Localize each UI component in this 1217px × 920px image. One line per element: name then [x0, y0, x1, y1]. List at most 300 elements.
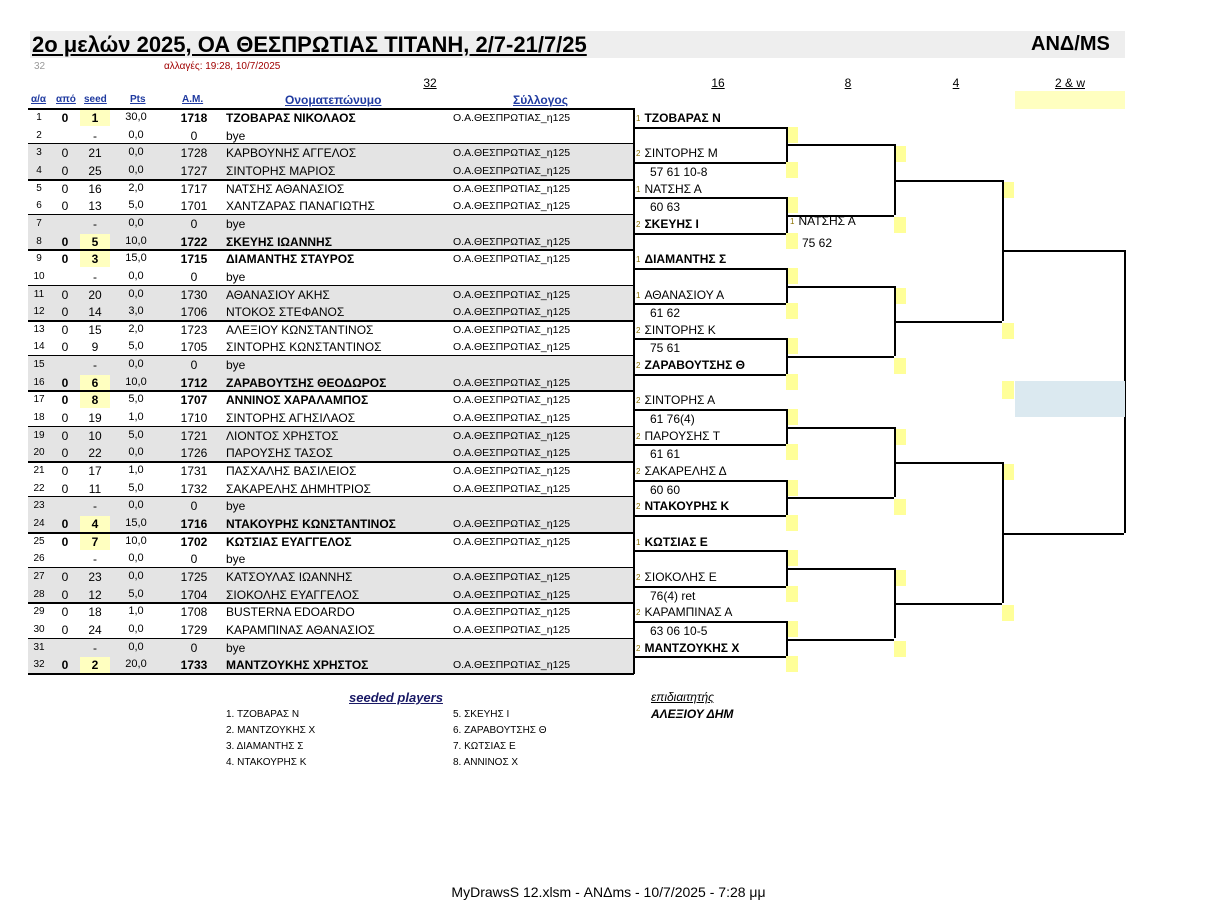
entry-pts: 10,0: [125, 375, 147, 388]
entry-am: 1726: [180, 446, 208, 461]
referee-label: επιδιαιτητής: [651, 690, 714, 704]
r16-line: [634, 409, 786, 411]
r8-line: [786, 286, 894, 288]
entry-club: Ο.Α.ΘΕΣΠΡΩΤΙΑΣ_η125: [453, 323, 571, 336]
entry-name: ΝΤΑΚΟΥΡΗΣ ΚΩΝΣΤΑΝΤΙΝΟΣ: [226, 516, 396, 531]
winner-side-mark: 2: [636, 467, 641, 476]
entry-name: ΖΑΡΑΒΟΥΤΣΗΣ ΘΕΟΔΩΡΟΣ: [226, 375, 387, 390]
entry-pts: 5,0: [128, 199, 144, 212]
entry-pts: 0,0: [128, 269, 144, 282]
table-row: [0, 621, 640, 639]
table-row: [0, 215, 640, 233]
r16-winner: [636, 252, 726, 266]
entry-name: ΛΙΟΝΤΟΣ ΧΡΗΣΤΟΣ: [226, 428, 339, 443]
entry-am: 1717: [180, 181, 208, 196]
table-row: [0, 533, 640, 551]
r16-winner-name: ΣΑΚΑΡΕΛΗΣ Δ: [644, 464, 727, 478]
entry-am: 1732: [180, 481, 208, 496]
entry-pts: 2,0: [128, 322, 144, 335]
entry-name: bye: [226, 640, 246, 655]
champion-highlight-left: [1002, 381, 1014, 399]
entry-pts: 0,0: [128, 163, 144, 176]
entry-seed: 7: [91, 534, 99, 549]
table-row: [0, 568, 640, 586]
r8-highlight: [894, 217, 906, 233]
r16-line: [634, 621, 786, 623]
table-row: [0, 515, 640, 533]
footer: MyDrawsS 12.xlsm - ΑΝΔms - 10/7/2025 - 7:28 μμ: [451, 884, 766, 900]
winner-side-mark: 1: [636, 290, 641, 300]
entry-seed: 13: [88, 199, 102, 214]
r16-score: 60 60: [650, 482, 681, 497]
entry-no: 6: [36, 200, 42, 212]
entry-am: 0: [190, 128, 198, 143]
entry-seed: 3: [91, 252, 99, 267]
entry-am: 1725: [180, 569, 208, 584]
seeded-player: 6. ΖΑΡΑΒΟΥΤΣΗΣ Θ: [453, 725, 547, 736]
r16-winner-name: ΚΩΤΣΙΑΣ Ε: [644, 534, 708, 549]
entry-am: 1715: [180, 252, 208, 267]
entry-seed: 12: [88, 587, 102, 602]
entry-club: Ο.Α.ΘΕΣΠΡΩΤΙΑΣ_η125: [453, 517, 571, 530]
table-row: [0, 286, 640, 304]
entry-no: 29: [33, 606, 45, 618]
entry-seed: -: [93, 269, 97, 284]
entry-from: 0: [61, 252, 69, 267]
entry-pts: 0,0: [128, 146, 144, 159]
seeded-player: 1. ΤΖΟΒΑΡΑΣ Ν: [226, 709, 300, 720]
entry-am: 1706: [180, 305, 208, 320]
r16-line: [634, 374, 786, 376]
entry-pts: 15,0: [125, 516, 147, 529]
entry-no: 13: [33, 323, 45, 335]
r16-winner: [636, 288, 724, 302]
r8-highlight: [894, 499, 906, 515]
seeded-player: 5. ΣΚΕΥΗΣ Ι: [453, 709, 510, 720]
entry-club: Ο.Α.ΘΕΣΠΡΩΤΙΑΣ_η125: [453, 253, 571, 266]
entry-from: 0: [61, 287, 69, 302]
entry-from: 0: [61, 658, 69, 673]
round-header-4: 4: [952, 76, 960, 90]
entry-from: 0: [61, 393, 69, 408]
entry-no: 8: [36, 235, 42, 247]
winner-side-mark: 2: [636, 608, 641, 618]
entry-am: 0: [190, 358, 198, 373]
entry-club: Ο.Α.ΘΕΣΠΡΩΤΙΑΣ_η125: [453, 306, 571, 319]
r16-highlight: [786, 586, 798, 602]
entry-am: 1704: [180, 587, 208, 602]
entry-no: 7: [36, 217, 42, 229]
r16-winner-name: ΣΚΕΥΗΣ Ι: [644, 216, 699, 231]
entry-name: BUSTERNA EDOARDO: [226, 605, 355, 620]
r16-highlight: [786, 444, 798, 460]
r16-winner: [636, 217, 699, 231]
entry-seed: 4: [91, 516, 99, 531]
entry-name: ΠΑΡΟΥΣΗΣ ΤΑΣΟΣ: [226, 446, 333, 461]
col-header-club: Σύλλογος: [513, 93, 568, 107]
entry-no: 26: [33, 553, 45, 565]
entry-club: Ο.Α.ΘΕΣΠΡΩΤΙΑΣ_η125: [453, 288, 571, 301]
entry-am: 1705: [180, 340, 208, 355]
r8-line: [786, 639, 894, 641]
entry-from: 0: [61, 181, 69, 196]
r16-winner-name: ΣΙΝΤΟΡΗΣ Μ: [644, 146, 718, 161]
entry-club: Ο.Α.ΘΕΣΠΡΩΤΙΑΣ_η125: [453, 147, 571, 160]
entry-from: 0: [61, 305, 69, 320]
table-row: [0, 197, 640, 215]
r8-line: [786, 356, 894, 358]
r8-line: [786, 427, 894, 429]
entry-name: ΣΙΝΤΟΡΗΣ ΑΓΗΣΙΛΑΟΣ: [226, 411, 356, 426]
entry-seed: -: [93, 552, 97, 567]
entry-seed: 8: [91, 393, 99, 408]
entry-seed: 2: [91, 658, 99, 673]
referee-name: ΑΛΕΞΙΟΥ ΔΗΜ: [651, 707, 734, 721]
entry-from: 0: [61, 534, 69, 549]
entry-seed: 6: [91, 375, 99, 390]
r16-winner-name: ΣΙΝΤΟΡΗΣ Κ: [644, 322, 716, 337]
round-header-16: 16: [711, 76, 725, 90]
entry-am: 1733: [180, 658, 208, 673]
entry-pts: 0,0: [128, 446, 144, 459]
entry-name: ΝΑΤΣΗΣ ΑΘΑΝΑΣΙΟΣ: [226, 181, 345, 196]
entry-no: 30: [33, 623, 45, 635]
r16-line: [634, 586, 786, 588]
entry-am: 0: [190, 640, 198, 655]
entry-no: 21: [33, 465, 45, 476]
winner-side-mark: 2: [636, 396, 641, 406]
r16-winner-name: ΔΙΑΜΑΝΤΗΣ Σ: [644, 252, 727, 267]
entry-club: Ο.Α.ΘΕΣΠΡΩΤΙΑΣ_η125: [453, 376, 571, 389]
r4-highlight: [1002, 323, 1014, 339]
entry-pts: 0,0: [128, 358, 144, 371]
entry-name: ΚΑΡΒΟΥΝΗΣ ΑΓΓΕΛΟΣ: [226, 146, 357, 161]
entry-name: bye: [226, 216, 246, 231]
entry-pts: 5,0: [128, 340, 144, 353]
entry-am: 1712: [180, 375, 208, 390]
entry-no: 23: [33, 500, 45, 512]
table-row: [0, 127, 640, 145]
entry-no: 14: [33, 341, 45, 353]
entry-no: 24: [33, 517, 45, 529]
entry-from: 0: [61, 481, 69, 496]
winner-side-mark: 2: [636, 431, 641, 441]
winner-side-mark: 1: [636, 114, 641, 123]
r16-winner: [636, 393, 715, 407]
entry-no: 15: [33, 359, 45, 371]
entry-name: ΝΤΟΚΟΣ ΣΤΕΦΑΝΟΣ: [226, 305, 345, 320]
entry-from: 0: [61, 605, 69, 620]
entry-name: ΣΙΟΚΟΛΗΣ ΕΥΑΓΓΕΛΟΣ: [226, 587, 360, 602]
table-row: [0, 374, 640, 392]
entry-seed: 10: [88, 428, 102, 443]
entry-pts: 0,0: [128, 640, 144, 653]
entry-name: bye: [226, 358, 246, 373]
table-row: [0, 480, 640, 498]
entry-no: 22: [33, 482, 45, 494]
col-header-no: α/α: [31, 94, 47, 105]
entry-seed: 14: [88, 305, 102, 320]
entry-am: 0: [190, 269, 198, 284]
entry-name: ΚΩΤΣΙΑΣ ΕΥΑΓΓΕΛΟΣ: [226, 534, 352, 549]
entry-from: 0: [61, 464, 69, 478]
changes-timestamp: αλλαγές: 19:28, 10/7/2025: [164, 61, 281, 72]
entry-seed: 25: [88, 163, 102, 178]
r16-winner: [636, 111, 721, 125]
entry-name: ΑΘΑΝΑΣΙΟΥ ΑΚΗΣ: [226, 287, 330, 302]
table-row: [0, 180, 640, 198]
table-row: [0, 162, 640, 180]
entry-club: Ο.Α.ΘΕΣΠΡΩΤΙΑΣ_η125: [453, 623, 571, 636]
r16-winner: [636, 429, 720, 443]
table-row: [0, 656, 640, 674]
entry-am: 1730: [180, 287, 208, 302]
entry-no: 9: [36, 253, 42, 265]
entry-from: 0: [61, 146, 69, 161]
entry-from: 0: [61, 446, 69, 461]
r16-score: 57 61 10-8: [650, 164, 708, 179]
table-row: [0, 303, 640, 321]
entry-pts: 1,0: [128, 605, 144, 618]
entry-no: 10: [33, 270, 45, 282]
entry-pts: 5,0: [128, 481, 144, 494]
table-row: [0, 268, 640, 286]
winner-side-mark: 1: [636, 184, 641, 194]
entry-pts: 3,0: [128, 305, 144, 318]
r16-winner: [636, 182, 702, 196]
winner-side-mark: 2: [636, 361, 641, 371]
entry-club: Ο.Α.ΘΕΣΠΡΩΤΙΑΣ_η125: [453, 447, 571, 460]
seeded-players-title: seeded players: [349, 690, 443, 705]
r16-line: [634, 127, 786, 129]
entry-club: Ο.Α.ΘΕΣΠΡΩΤΙΑΣ_η125: [453, 588, 571, 601]
r16-line: [634, 515, 786, 517]
table-row: [0, 109, 640, 127]
r16-highlight: [786, 303, 798, 319]
entry-no: 31: [33, 641, 45, 653]
winner-side-mark: 2: [636, 219, 641, 229]
r16-score: 61 76(4): [650, 412, 695, 427]
entry-seed: -: [93, 640, 97, 655]
r16-winner-name: ΣΙΝΤΟΡΗΣ Α: [644, 393, 716, 408]
entry-am: 1729: [180, 622, 208, 637]
entry-am: 1723: [180, 322, 208, 337]
r16-highlight: [786, 162, 798, 178]
table-top-border: [28, 108, 634, 110]
r16-winner-name: ΜΑΝΤΖΟΥΚΗΣ Χ: [644, 640, 740, 655]
entry-no: 16: [33, 376, 45, 388]
entry-seed: 11: [88, 481, 102, 496]
entry-am: 1718: [180, 111, 208, 125]
entry-name: ΧΑΝΤΖΑΡΑΣ ΠΑΝΑΓΙΩΤΗΣ: [226, 199, 375, 214]
r16-winner: [636, 641, 739, 655]
entry-no: 1: [36, 112, 42, 123]
entry-club: Ο.Α.ΘΕΣΠΡΩΤΙΑΣ_η125: [453, 394, 571, 407]
col-header-pts: Pts: [130, 94, 146, 105]
entry-from: 0: [61, 569, 69, 584]
r16-score: 60 63: [650, 200, 681, 215]
table-row: [0, 444, 640, 462]
table-row: [0, 409, 640, 427]
r16-winner: [636, 323, 716, 337]
entry-no: 20: [33, 447, 45, 459]
seeded-player: 4. ΝΤΑΚΟΥΡΗΣ Κ: [226, 757, 307, 768]
r16-line: [634, 197, 786, 199]
entry-club: Ο.Α.ΘΕΣΠΡΩΤΙΑΣ_η125: [453, 465, 571, 477]
entry-club: Ο.Α.ΘΕΣΠΡΩΤΙΑΣ_η125: [453, 535, 571, 548]
r16-highlight: [786, 656, 798, 672]
entry-seed: 23: [88, 569, 102, 584]
r8-winner: [790, 214, 856, 228]
r16-score: 76(4) ret: [650, 588, 696, 603]
r16-winner: [636, 464, 727, 478]
entry-am: 1716: [180, 516, 208, 531]
entry-am: 1731: [180, 464, 208, 478]
table-row: [0, 250, 640, 268]
entry-club: Ο.Α.ΘΕΣΠΡΩΤΙΑΣ_η125: [453, 235, 571, 248]
entry-pts: 1,0: [128, 411, 144, 424]
entry-am: 1707: [180, 393, 208, 408]
entry-am: 1702: [180, 534, 208, 549]
winner-side-mark: 2: [636, 572, 641, 582]
seeded-player: 3. ΔΙΑΜΑΝΤΗΣ Σ: [226, 741, 304, 752]
winner-side-mark: 1: [636, 255, 641, 265]
table-row: [0, 233, 640, 251]
champion-slot: [1015, 381, 1125, 417]
entry-no: 11: [33, 288, 45, 300]
entry-from: 0: [61, 587, 69, 602]
entry-from: 0: [61, 340, 69, 355]
r4-line: [894, 603, 1002, 605]
r8-highlight: [894, 641, 906, 657]
final-line: [1002, 250, 1124, 252]
entry-from: 0: [61, 111, 69, 125]
r8-line: [786, 568, 894, 570]
entry-from: 0: [61, 322, 69, 337]
entry-from: 0: [61, 622, 69, 637]
r16-line: [634, 268, 786, 270]
entry-club: Ο.Α.ΘΕΣΠΡΩΤΙΑΣ_η125: [453, 341, 571, 354]
r16-winner: [636, 358, 745, 372]
entry-pts: 1,0: [128, 464, 144, 476]
entry-name: bye: [226, 128, 246, 143]
entry-am: 1728: [180, 146, 208, 161]
entry-name: ΣΑΚΑΡΕΛΗΣ ΔΗΜΗΤΡΙΟΣ: [226, 481, 371, 496]
r16-winner-name: ΖΑΡΑΒΟΥΤΣΗΣ Θ: [644, 358, 745, 373]
col-header-name: Ονοματεπώνυμο: [285, 93, 382, 107]
entry-name: ΣΚΕΥΗΣ ΙΩΑΝΝΗΣ: [226, 234, 332, 249]
entry-name: ΣΙΝΤΟΡΗΣ ΚΩΝΣΤΑΝΤΙΝΟΣ: [226, 340, 382, 355]
r16-winner-name: ΑΘΑΝΑΣΙΟΥ Α: [644, 287, 725, 302]
table-row: [0, 427, 640, 445]
winner-side-mark: 1: [636, 537, 641, 547]
r16-winner: [636, 499, 729, 513]
entry-no: 2: [36, 129, 42, 141]
entry-seed: 1: [91, 111, 99, 125]
entry-am: 0: [190, 552, 198, 567]
table-row: [0, 321, 640, 339]
entry-seed: -: [93, 499, 97, 514]
r8-line: [786, 144, 894, 146]
r16-line: [634, 444, 786, 446]
entry-no: 5: [36, 182, 42, 194]
entry-club: Ο.Α.ΘΕΣΠΡΩΤΙΑΣ_η125: [453, 164, 571, 177]
seeded-player: 8. ΑΝΝΙΝΟΣ Χ: [453, 757, 519, 768]
entry-am: 1701: [180, 199, 208, 214]
final-line: [1002, 533, 1124, 535]
seeded-player: 2. ΜΑΝΤΖΟΥΚΗΣ Χ: [226, 725, 316, 736]
entry-club: Ο.Α.ΘΕΣΠΡΩΤΙΑΣ_η125: [453, 659, 571, 672]
entry-club: Ο.Α.ΘΕΣΠΡΩΤΙΑΣ_η125: [453, 606, 571, 619]
entry-pts: 0,0: [128, 287, 144, 300]
entry-pts: 0,0: [128, 569, 144, 582]
r16-winner-name: ΝΑΤΣΗΣ Α: [644, 181, 702, 196]
col-header-am: Α.Μ.: [182, 94, 204, 105]
winner-side-mark: 2: [636, 149, 641, 159]
entry-from: 0: [61, 199, 69, 214]
table-right-border: [633, 108, 635, 674]
entry-name: bye: [226, 552, 246, 567]
table-row: [0, 639, 640, 657]
entry-pts: 15,0: [125, 252, 147, 265]
entry-no: 12: [33, 306, 45, 318]
r16-winner-name: ΣΙΟΚΟΛΗΣ Ε: [644, 569, 717, 584]
entry-name: bye: [226, 269, 246, 284]
entry-pts: 5,0: [128, 428, 144, 441]
table-row: [0, 497, 640, 515]
entry-pts: 0,0: [128, 216, 144, 229]
draw-size-label: 32: [34, 61, 46, 72]
entry-club: Ο.Α.ΘΕΣΠΡΩΤΙΑΣ_η125: [453, 570, 571, 583]
r16-winner: [636, 535, 708, 549]
round-header-final: 2 & w: [1054, 76, 1085, 90]
entry-name: ΚΑΤΣΟΥΛΑΣ ΙΩΑΝΝΗΣ: [226, 569, 353, 584]
entry-pts: 2,0: [128, 181, 144, 194]
entry-am: 1721: [180, 428, 208, 443]
table-row: [0, 550, 640, 568]
entry-seed: 24: [88, 622, 102, 637]
entry-no: 19: [33, 429, 45, 441]
r4-line: [894, 321, 1002, 323]
entry-from: 0: [61, 411, 69, 426]
entry-name: ΑΛΕΞΙΟΥ ΚΩΝΣΤΑΝΤΙΝΟΣ: [226, 322, 374, 337]
table-row: [0, 144, 640, 162]
entry-am: 1727: [180, 163, 208, 178]
entry-no: 18: [33, 412, 45, 424]
table-row: [0, 391, 640, 409]
entry-no: 27: [33, 570, 45, 582]
r8-line: [786, 497, 894, 499]
entry-no: 3: [36, 147, 42, 159]
entry-name: ΑΝΝΙΝΟΣ ΧΑΡΑΛΑΜΠΟΣ: [226, 393, 369, 408]
entry-name: ΤΖΟΒΑΡΑΣ ΝΙΚΟΛΑΟΣ: [226, 111, 356, 125]
entry-pts: 0,0: [128, 128, 144, 141]
entry-seed: 17: [88, 464, 102, 478]
r4-line: [894, 462, 1002, 464]
entry-pts: 10,0: [125, 234, 147, 247]
entry-no: 17: [33, 394, 45, 406]
round-header-32: 32: [423, 76, 437, 90]
r16-winner: [636, 605, 732, 619]
entry-name: ΚΑΡΑΜΠΙΝΑΣ ΑΘΑΝΑΣΙΟΣ: [226, 622, 375, 637]
winner-side-mark: 2: [636, 502, 641, 512]
entry-name: bye: [226, 499, 246, 514]
entry-seed: 21: [88, 146, 102, 161]
entry-seed: 22: [88, 446, 102, 461]
entry-name: ΣΙΝΤΟΡΗΣ ΜΑΡΙΟΣ: [226, 163, 336, 178]
entry-no: 25: [33, 535, 45, 547]
entry-no: 32: [33, 659, 45, 671]
